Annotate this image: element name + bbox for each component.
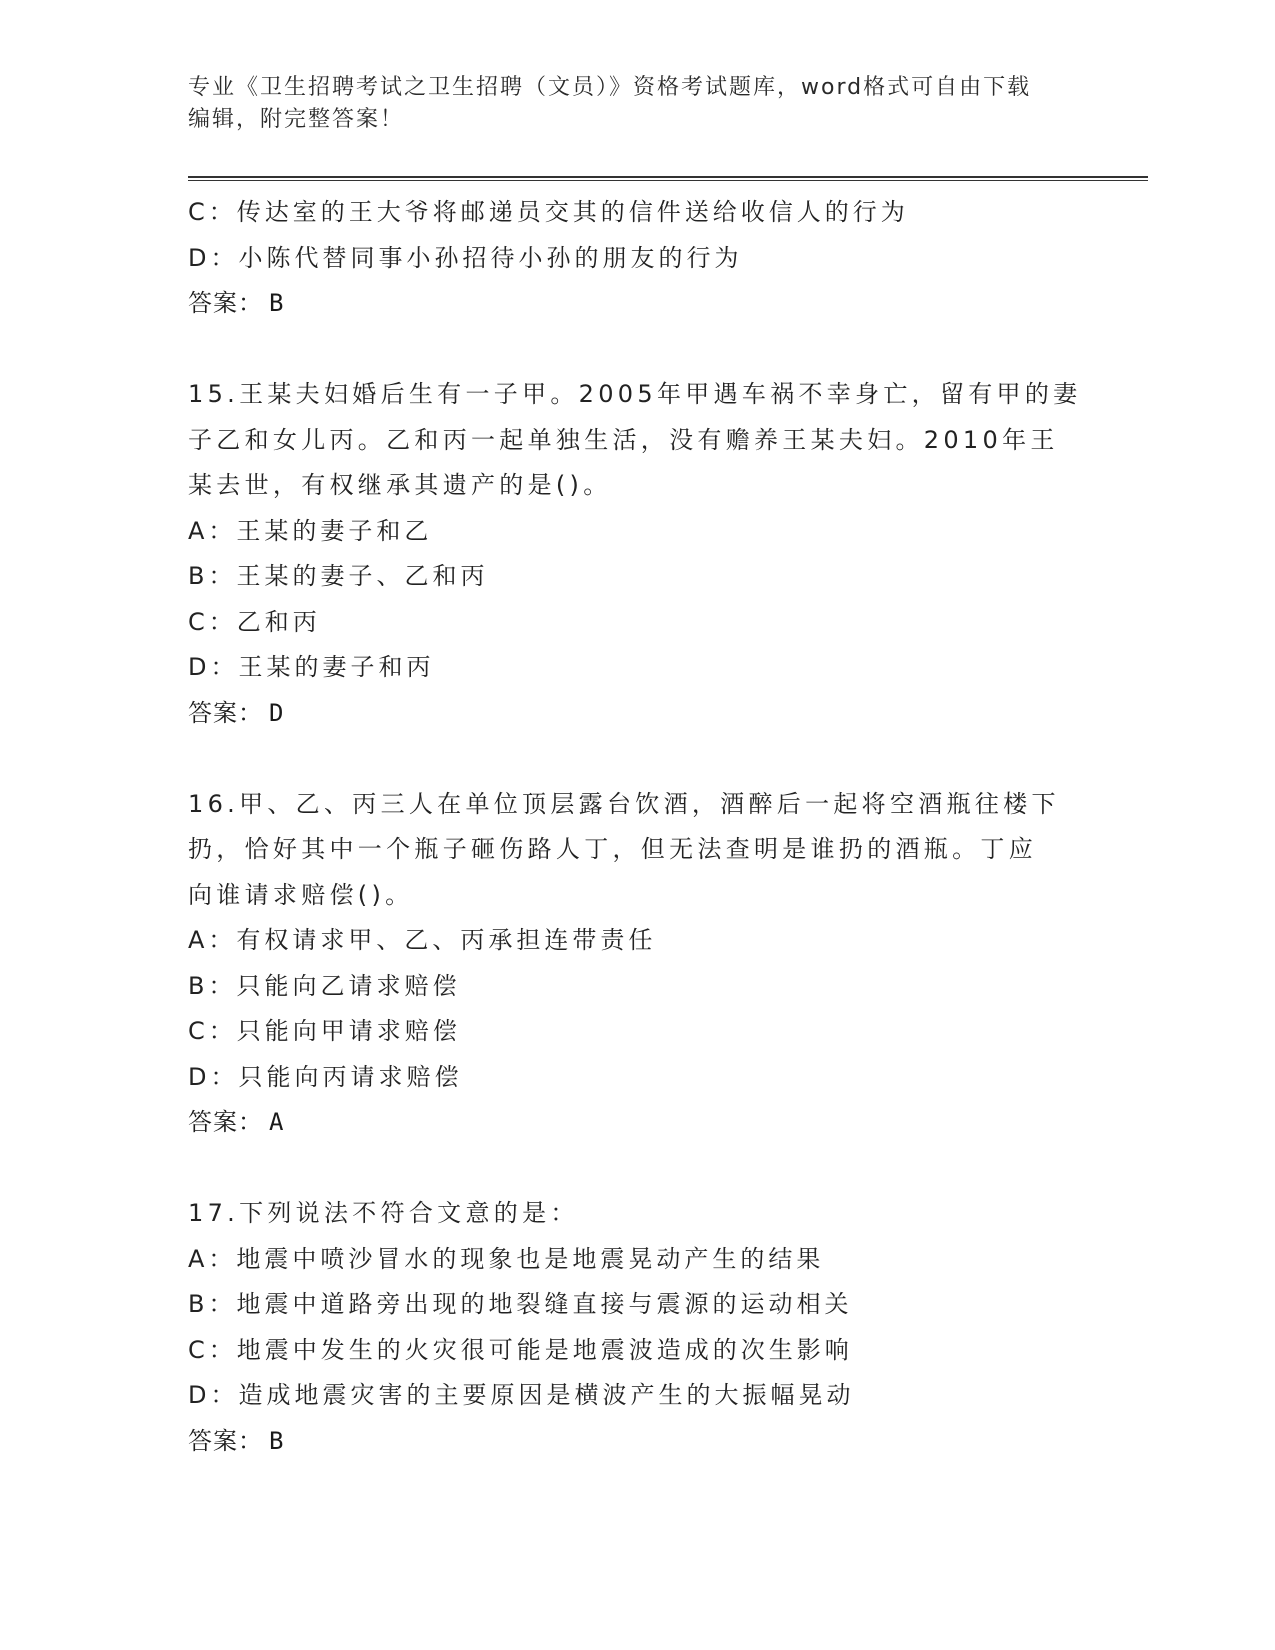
answer-value: A (269, 1108, 285, 1136)
page-header (188, 72, 1088, 136)
option-d: D：只能向丙请求赔偿 (188, 1062, 463, 1091)
answer-value: D (269, 698, 285, 727)
option-d: D：王某的妻子和丙 (188, 653, 435, 681)
stem-line: 某去世，有权继承其遗产的是()。 (188, 471, 612, 499)
option-a: A：王某的妻子和乙 (188, 516, 433, 545)
option-c: C：传达室的王大爷将邮递员交其的信件送给收信人的行为 (188, 198, 909, 226)
document-body (188, 190, 1108, 1464)
answer-label: 答案： (188, 1426, 263, 1455)
answer-line (188, 691, 1108, 737)
answer-line (188, 1419, 1108, 1465)
option-c: C：地震中发生的火灾很可能是地震波造成的次生影响 (188, 1335, 853, 1364)
question-stem (188, 1191, 1108, 1237)
question-stem (188, 372, 1108, 509)
option-b: B：地震中道路旁出现的地裂缝直接与震源的运动相关 (188, 1290, 853, 1318)
option-d: D：小陈代替同事小孙招待小孙的朋友的行为 (188, 243, 743, 272)
stem-line: 扔，恰好其中一个瓶子砸伤路人丁，但无法查明是谁扔的酒瓶。丁应 (188, 835, 1037, 863)
header-line-1: 专业《卫生招聘考试之卫生招聘（文员）》资格考试题库，word格式可自由下载 (188, 75, 1032, 100)
option-a: A：有权请求甲、乙、丙承担连带责任 (188, 926, 657, 954)
stem-line: 向谁请求赔偿()。 (188, 880, 414, 909)
answer-value: B (269, 1426, 285, 1455)
answer-line (188, 1100, 1108, 1146)
option-d: D：造成地震灾害的主要原因是横波产生的大振幅晃动 (188, 1381, 855, 1409)
question-17 (188, 1191, 1108, 1464)
option-c: C：只能向甲请求赔偿 (188, 1017, 461, 1045)
partial-question (188, 190, 1108, 327)
header-line-2: 编辑，附完整答案！ (188, 107, 405, 132)
stem-line: 16.甲、乙、丙三人在单位顶层露台饮酒，酒醉后一起将空酒瓶往楼下 (188, 789, 1060, 818)
option-c: C：乙和丙 (188, 607, 321, 636)
stem-line: 子乙和女儿丙。乙和丙一起单独生活，没有赡养王某夫妇。2010年王 (188, 425, 1059, 454)
header-divider (188, 176, 1148, 181)
answer-label: 答案： (188, 1108, 263, 1136)
stem-line: 17.下列说法不符合文意的是： (188, 1199, 579, 1227)
option-b: B：王某的妻子、乙和丙 (188, 562, 489, 590)
stem-line: 15.王某夫妇婚后生有一子甲。2005年甲遇车祸不幸身亡，留有甲的妻 (188, 380, 1082, 408)
option-b: B：只能向乙请求赔偿 (188, 971, 461, 1000)
answer-value: B (269, 289, 285, 317)
question-stem (188, 782, 1108, 919)
answer-label: 答案： (188, 289, 263, 317)
answer-label: 答案： (188, 698, 263, 727)
question-15 (188, 372, 1108, 736)
option-a: A：地震中喷沙冒水的现象也是地震晃动产生的结果 (188, 1244, 825, 1273)
answer-line (188, 281, 1108, 327)
question-16 (188, 782, 1108, 1146)
